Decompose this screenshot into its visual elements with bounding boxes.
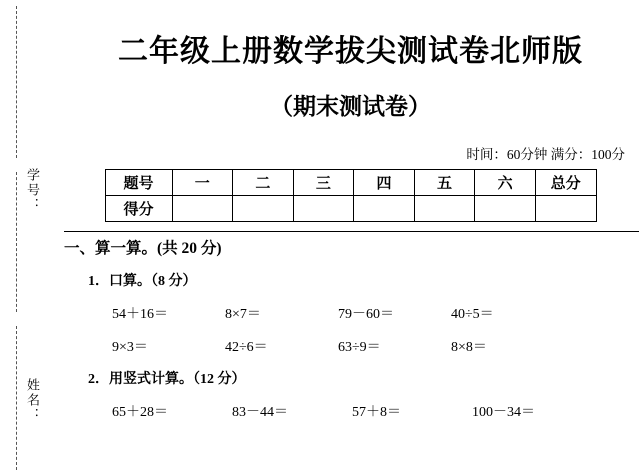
table-row [105,170,596,196]
score-table [105,169,597,222]
page-subtitle: （期末测试卷） [270,94,431,119]
table-cell-blank[interactable] [293,196,354,222]
expression: 8×8＝ [451,340,487,355]
table-cell: 五 [414,170,475,196]
table-cell: 二 [233,170,294,196]
expression: 42÷6＝ [225,340,268,355]
table-cell-blank[interactable] [414,196,475,222]
table-cell: 总分 [535,170,596,196]
table-cell: 六 [475,170,536,196]
table-cell: 题号 [105,170,172,196]
expression: 57＋8＝ [352,405,401,420]
student-id-label: 学号： [25,168,40,213]
expression: 83－44＝ [232,405,288,420]
expression-row [112,303,639,323]
exam-meta-info: 时间：60分钟 满分：100分 [466,147,625,162]
expression: 40÷5＝ [451,307,494,322]
table-cell-blank[interactable] [233,196,294,222]
question-block-2 [88,368,639,421]
question-block-1 [88,270,639,356]
table-row [105,196,596,222]
table-cell-blank[interactable] [172,196,233,222]
expression-row [112,401,639,421]
table-cell-blank[interactable] [535,196,596,222]
expression: 79－60＝ [338,307,394,322]
table-cell: 得分 [105,196,172,222]
expression: 100－34＝ [472,405,535,420]
page-title: 二年级上册数学拔尖测试卷北师版 [118,35,583,68]
question-title: 1．口算。（8 分） [88,274,197,289]
question-title: 2．用竖式计算。（12 分） [88,372,246,387]
dashed-divider-bottom [16,326,17,470]
expression: 65＋28＝ [112,405,168,420]
table-cell-blank[interactable] [475,196,536,222]
expression-row [112,336,639,356]
table-cell: 三 [293,170,354,196]
paper-content [62,0,639,476]
expression: 54＋16＝ [112,307,168,322]
dashed-divider-top [16,6,17,158]
left-margin-column [0,0,62,476]
expression: 63÷9＝ [338,340,381,355]
section-heading-1: 一、算一算。(共 20 分) [64,231,639,258]
expression: 9×3＝ [112,340,148,355]
table-cell: 四 [354,170,415,196]
expression: 8×7＝ [225,307,261,322]
student-name-label: 姓名： [25,378,40,423]
table-cell-blank[interactable] [354,196,415,222]
dashed-divider-middle [16,172,17,312]
table-cell: 一 [172,170,233,196]
